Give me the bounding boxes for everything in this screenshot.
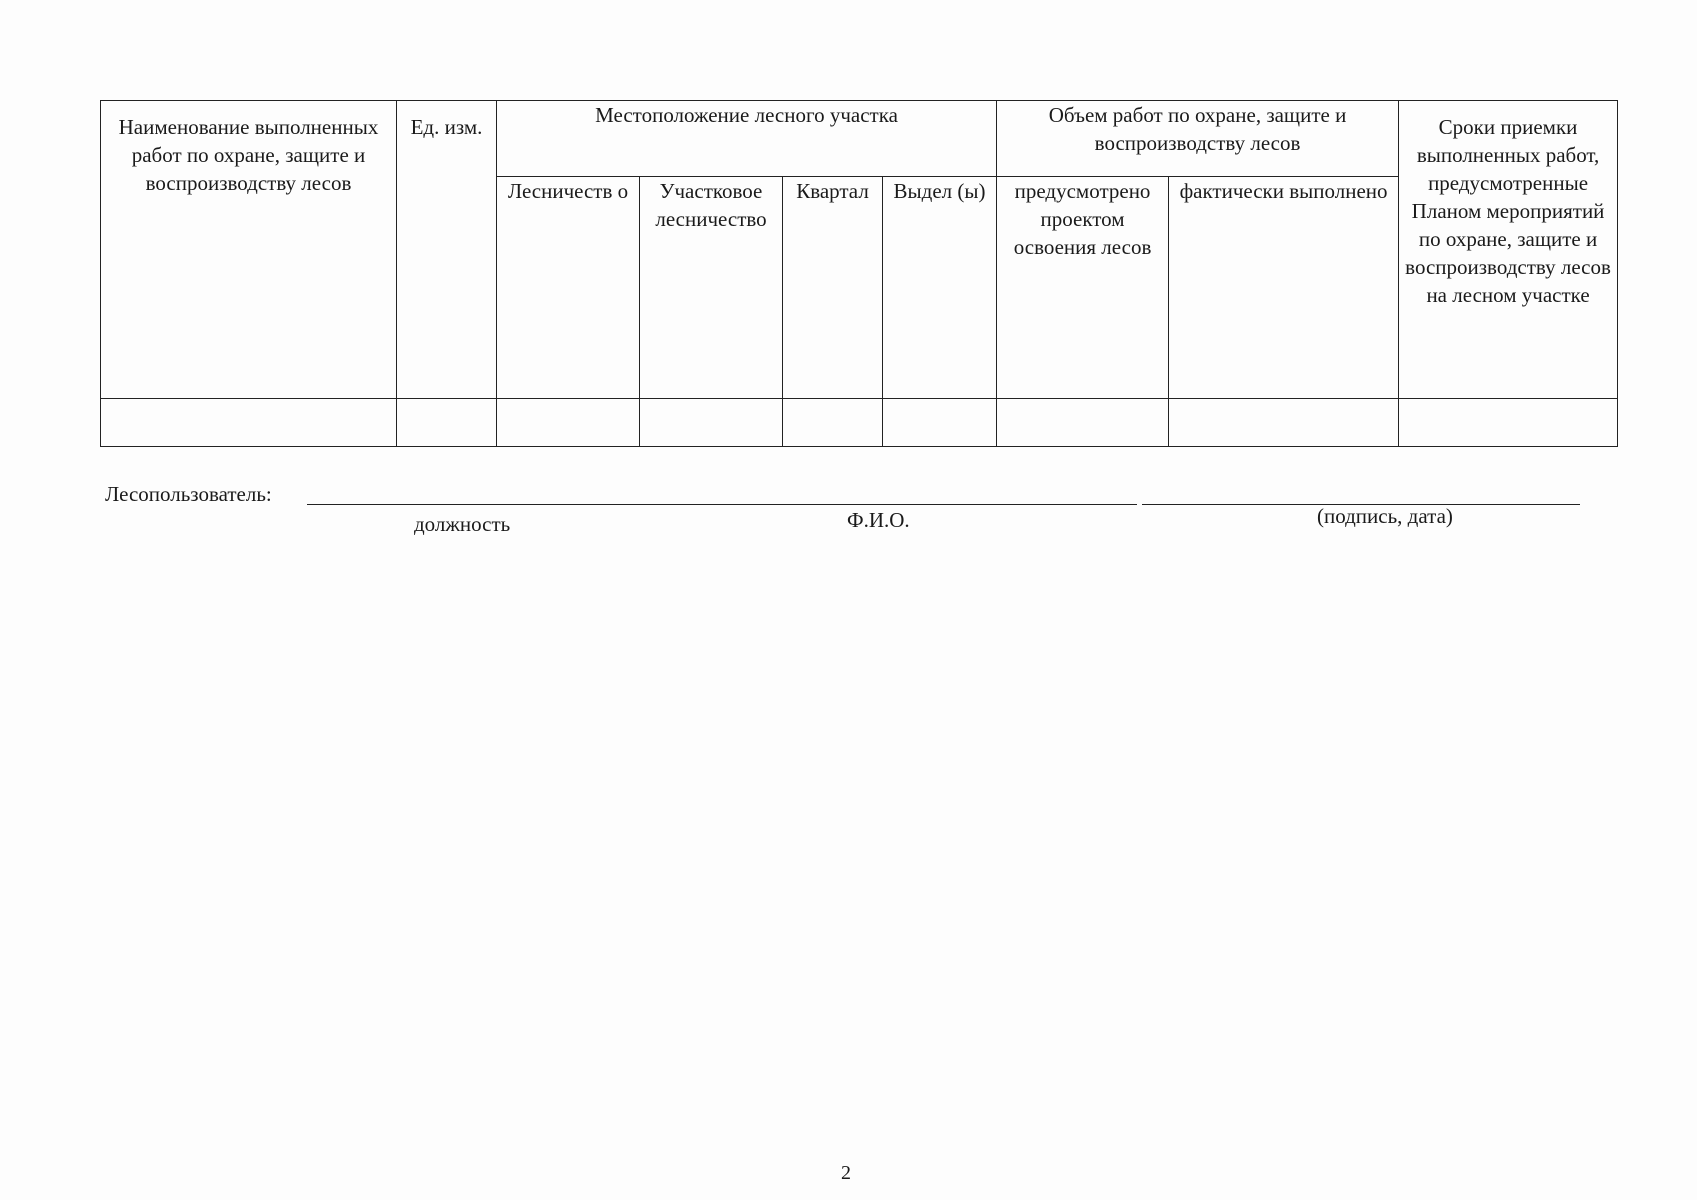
- cell-section: [883, 399, 997, 447]
- cell-actual: [1169, 399, 1399, 447]
- cell-work-name: [101, 399, 397, 447]
- header-location-group: Местоположение лесного участка: [497, 101, 997, 177]
- cell-quarter: [783, 399, 883, 447]
- works-table: [100, 100, 1618, 447]
- table-header-row-top: [101, 101, 1618, 177]
- signature-block: [105, 482, 1585, 542]
- header-quarter: Квартал: [783, 177, 883, 399]
- header-section: Выдел (ы): [883, 177, 997, 399]
- cell-forestry: [497, 399, 640, 447]
- cell-unit: [397, 399, 497, 447]
- table-row: [101, 399, 1618, 447]
- cell-deadline: [1399, 399, 1618, 447]
- header-planned: предусмотрено проектом освоения лесов: [997, 177, 1169, 399]
- caption-full-name: Ф.И.О.: [847, 508, 910, 532]
- cell-planned: [997, 399, 1169, 447]
- signature-line-position-name: [307, 504, 1137, 505]
- caption-signature-date: (подпись, дата): [1317, 504, 1453, 528]
- header-unit: Ед. изм.: [397, 101, 497, 399]
- header-work-name: Наименование выполненных работ по охране, защите и воспроизводству лесов: [101, 101, 397, 399]
- header-actual: фактически выполнено: [1169, 177, 1399, 399]
- header-volume-group: Объем работ по охране, защите и воспроизводству лесов: [997, 101, 1399, 177]
- caption-position: должность: [414, 512, 511, 536]
- header-forestry: Лесничеств о: [497, 177, 640, 399]
- cell-district-forestry: [640, 399, 783, 447]
- page-number: 2: [841, 1162, 851, 1184]
- signature-label: Лесопользователь:: [105, 482, 272, 506]
- header-district-forestry: Участковое лесничество: [640, 177, 783, 399]
- header-deadline: Сроки приемки выполненных работ, предусмотренные Планом мероприятий по охране, защите и воспроизводству лесов на лесном участке: [1399, 101, 1618, 399]
